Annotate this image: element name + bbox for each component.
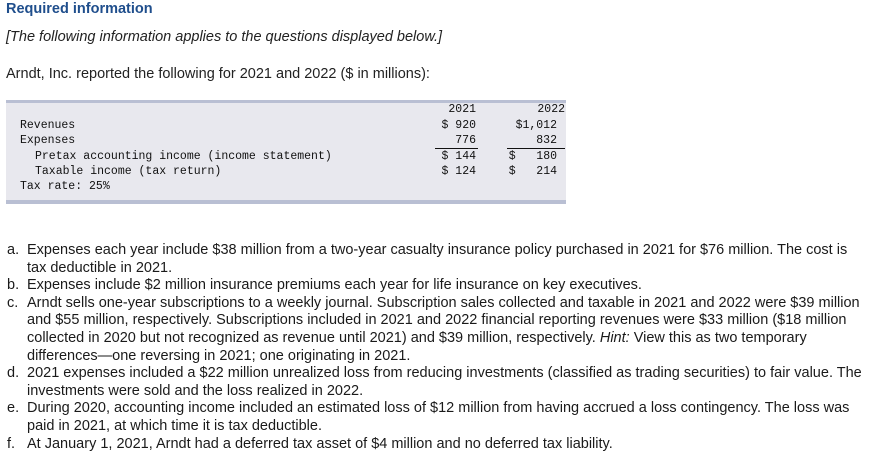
item-label: d. — [7, 365, 20, 382]
table-top-border — [6, 100, 566, 103]
item-text-c — [27, 295, 869, 365]
taxable-2022: $ 214 — [508, 165, 557, 178]
revenues-2022: $1,012 — [515, 119, 557, 132]
taxable-2021: $ 124 — [441, 165, 476, 178]
item-text: Expenses each year include $38 million from a two-year casualty insurance policy purchased in 2021 for $76 million. The cost is tax deductible in 2021. — [27, 242, 848, 276]
item-text: During 2020, accounting income included an estimated loss of $12 million from having accrued a loss contingency. The loss was paid in 2021, at which time it is tax deductible. — [27, 400, 850, 434]
col-header-2022: 2022 — [537, 103, 565, 116]
item-text: Expenses include $2 million insurance premiums each year for life insurance on key executives. — [27, 277, 642, 294]
expenses-label: Expenses — [20, 134, 76, 147]
hint-text: View this as two temporary differences—one reversing in 2021; one originating in 2021. — [27, 329, 807, 364]
information-list — [7, 242, 869, 453]
list-item — [7, 436, 869, 454]
item-label: b. — [7, 277, 20, 294]
revenues-2021: $ 920 — [441, 119, 476, 132]
pretax-label: Pretax accounting income (income statement) — [35, 150, 332, 163]
financial-data-table — [6, 100, 566, 204]
item-label: e. — [7, 400, 20, 417]
tax-rate: Tax rate: 25% — [20, 180, 110, 193]
hint-label: Hint: — [599, 329, 630, 346]
item-label: a. — [7, 242, 20, 258]
list-item — [7, 295, 869, 365]
item-label: c. — [7, 294, 19, 311]
pretax-2021: $ 144 — [441, 150, 476, 163]
item-text: 2021 expenses included a $22 million unrealized loss from reducing investments (classified as trading securities) to fair value. The investments were sold and the loss realized in 2022. — [27, 365, 862, 399]
list-item — [7, 277, 869, 295]
item-label: f. — [7, 435, 16, 452]
subtotal-underline-2021 — [435, 148, 478, 149]
expenses-2022: 832 — [536, 134, 557, 147]
item-text: At January 1, 2021, Arndt had a deferred tax asset of $4 million and no deferred tax liability. — [27, 435, 613, 452]
pretax-2022: $ 180 — [508, 150, 557, 163]
applies-note: [The following information applies to the questions displayed below.] — [6, 29, 443, 45]
intro-text: Arndt, Inc. reported the following for 2021 and 2022 ($ in millions): — [6, 66, 430, 82]
expenses-2021: 776 — [455, 134, 476, 147]
list-item — [7, 242, 869, 277]
table-bottom-border — [6, 200, 566, 204]
col-header-2021: 2021 — [448, 103, 476, 116]
list-item — [7, 365, 869, 400]
subtotal-underline-2022 — [507, 148, 565, 149]
list-item — [7, 400, 869, 435]
revenues-label: Revenues — [20, 119, 76, 132]
taxable-label: Taxable income (tax return) — [35, 165, 222, 178]
required-information-header: Required information — [6, 1, 153, 17]
item-text: Arndt sells one-year subscriptions to a weekly journal. Subscription sales collected and taxable in 2021 and 2022 were $39 million and $55 million, respectively. Subscriptions included in 2021 and 2022 financial reporting revenues were $33 million ($18 million collected in 2020 but not recognized as revenue until 2021) and $39 million, respectively. — [27, 294, 860, 346]
